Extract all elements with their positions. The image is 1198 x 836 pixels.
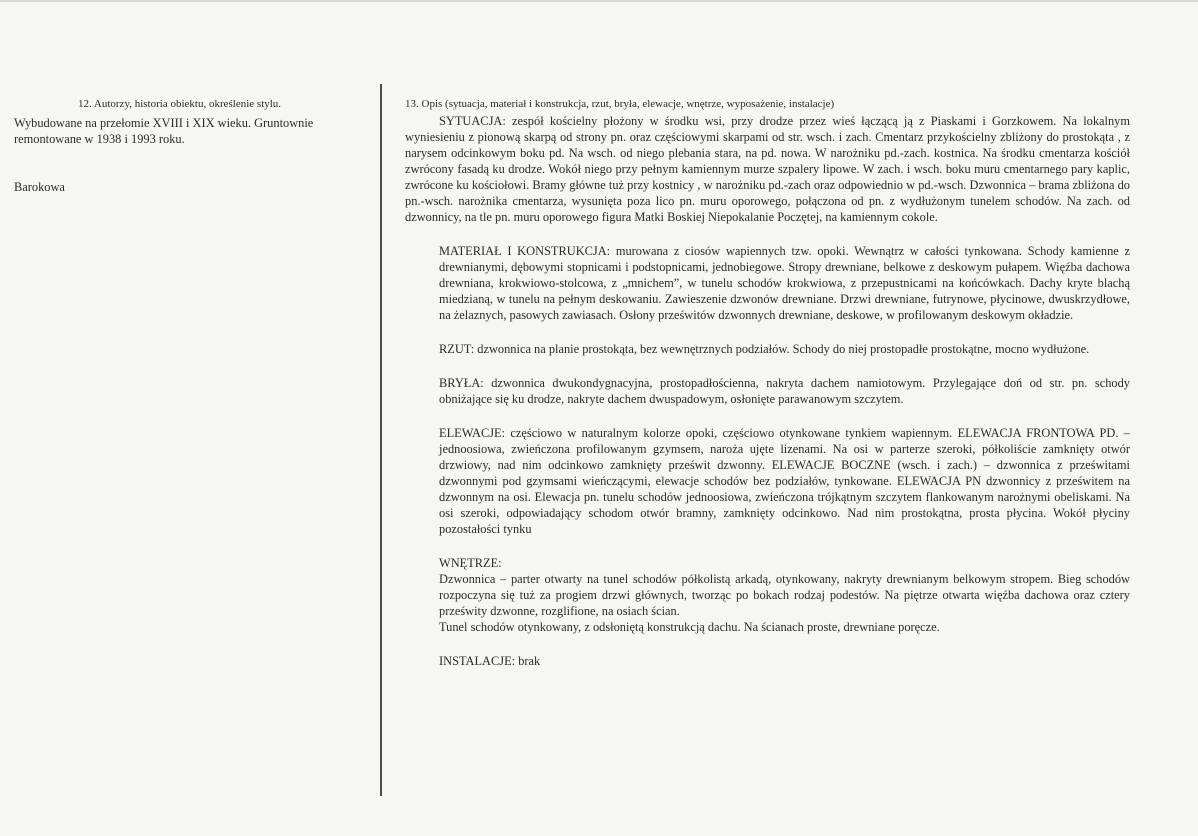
- bryla-section: [439, 375, 1130, 407]
- section-13-heading: 13. Opis (sytuacja, materiał i konstrukcja, rzut, bryła, elewacje, wnętrze, wyposażenie, instalacje): [405, 98, 835, 110]
- sytuacja-section: [405, 113, 1130, 225]
- rzut-text: RZUT: dzwonnica na planie prostokąta, bez wewnętrznych podziałów. Schody do niej prostopadłe prostokątne, mocno wydłużone.: [439, 342, 1090, 356]
- elewacje-section: [439, 425, 1130, 537]
- left-column: [14, 98, 376, 195]
- bryla-text: BRYŁA: dzwonnica dwukondygnacyjna, prostopadłościenna, nakryta dachem namiotowym. Przylegające doń od str. pn. schody obniżające się ku drodze, nakryte dachem dwuspadowym, osłonięte parawanowym szczytem.: [439, 376, 1130, 406]
- right-column: [405, 98, 1130, 669]
- material-text: MATERIAŁ I KONSTRUKCJA: murowana z ciosów wapiennych tzw. opoki. Wewnątrz w całości tynkowana. Schody kamienne z drewnianymi, dębowymi stopnicami i podstopnicami, jednobiegowe. Stropy drewniane, belkowe z deskowym pułapem. Więźba dachowa drewniana, krokwiowo-stolcowa, z „mnichem”, w tunelu schodów krokwiowa, z przepustnicami na końcówkach. Dachy kryte blachą miedzianą, w tunelu na pełnym deskowaniu. Zawieszenie dzwonów drewniane. Drzwi drewniane, futrynowe, płycinowe, dwuskrzydłowe, na żelaznych, pasowych zawiasach. Osłony prześwitów dzwonnych drewniane, deskowe, w profilowanym deskowym okładzie.: [439, 244, 1130, 322]
- column-divider: [380, 84, 382, 796]
- sytuacja-text: SYTUACJA: zespół kościelny płożony w środku wsi, przy drodze przez wieś łączącą ją z Piaskami i Gorzkowem. Na lokalnym wyniesieniu z pionową skarpą od strony pn. oraz częściowymi skarpami od str. wsch. i zach. Cmentarz przykościelny zbliżony do prostokąta , z narysem odcinkowym boku pd. Na wsch. od niego plebania stara, na pd. nowa. W narożniku pd.-zach. kostnica. Na środku cmentarza kościół zwrócony fasadą ku drodze. Wokół niego przy pełnym kamiennym murze szpalery lipowe. W zach. i wsch. boku muru cmentarnego pary kaplic, zwrócone ku kościołowi. Bramy główne tuż przy kostnicy , w narożniku pd.-zach oraz odpowiednio w pd.-wsch. Dzwonnica – brama zbliżona do pn.-wsch. narożnika cmentarza, wysunięta poza lico pn. muru oporowego, połączona od pn. z wydłużonym tunelem schodów. Na zach. od dzwonnicy, na tle pn. muru oporowego figura Matki Boskiej Niepokalanie Poczętej, na kamiennym cokole.: [405, 114, 1130, 224]
- elewacje-text: ELEWACJE: częściowo w naturalnym kolorze opoki, częściowo otynkowane tynkiem wapiennym. ELEWACJA FRONTOWA PD. – jednoosiowa, zwieńczona profilowanym gzymsem, naroża ujęte lizenami. Na osi w parterze szeroki, półkoliście zamknięty otwór drzwiowy, nad nim odcinkowo zamknięty prześwit dzwonny. ELEWACJE BOCZNE (wsch. i zach.) – dzwonnica z prześwitami dzwonnymi pod gzymsami wieńczącymi, elewacje schodów bez podziałów, tynkowane. ELEWACJA PN dzwonnicy z prześwitem na dzwonnym na osi. Elewacja pn. tunelu schodów jednoosiowa, zwieńczona trójkątnym szczytem flankowanym narożnymi obeliskami. Na osi szeroki, odpowiadający schodom otwór bramny, zamknięty odcinkowo. Nad nim prostokątna, prosta płycina. Wokół płyciny pozostałości tynku: [439, 426, 1130, 536]
- material-section: [439, 243, 1130, 323]
- rzut-section: [439, 341, 1130, 357]
- wnetrze-paragraph-2: Tunel schodów otynkowany, z odsłoniętą konstrukcją dachu. Na ścianach proste, drewniane poręcze.: [439, 620, 940, 634]
- wnetrze-paragraph-1: Dzwonnica – parter otwarty na tunel schodów półkolistą arkadą, otynkowany, nakryty drewnianym belkowym stropem. Bieg schodów rozpoczyna się tuż za progiem drzwi głównych, tworząc po bokach rodzaj podestów. Na piętrze otwarta więźba dachowa oraz cztery prześwity dzwonne, rozglifione, na osiach ścian.: [439, 572, 1130, 618]
- history-text: Wybudowane na przełomie XVIII i XIX wieku. Gruntownie remontowane w 1938 i 1993 roku.: [14, 116, 314, 146]
- style-text: Barokowa: [14, 180, 65, 194]
- instalacje-text: INSTALACJE: brak: [439, 654, 541, 668]
- instalacje-section: [439, 653, 1130, 669]
- section-12-heading: 12. Autorzy, historia obiektu, określenie stylu.: [78, 98, 282, 110]
- wnetrze-section: [439, 555, 1130, 635]
- wnetrze-heading: WNĘTRZE:: [439, 556, 502, 570]
- scan-edge-line: [0, 0, 1198, 2]
